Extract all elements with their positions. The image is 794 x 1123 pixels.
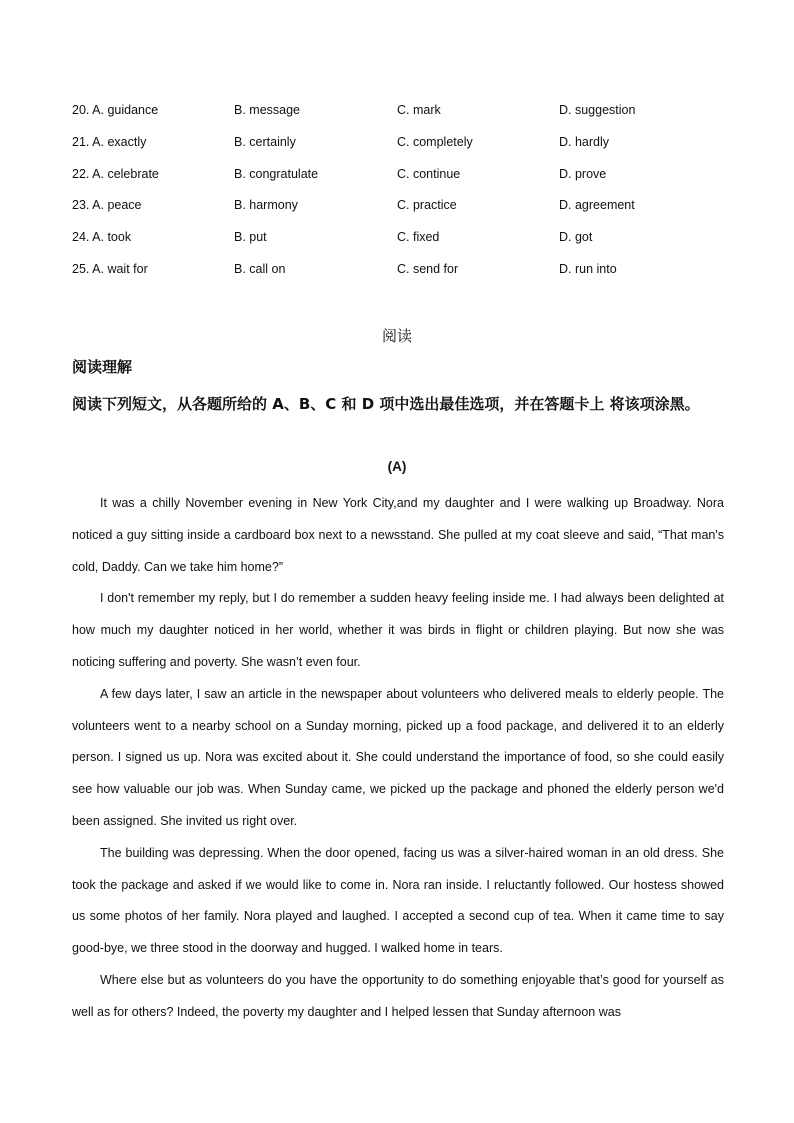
passage-paragraph: It was a chilly November evening in New York City,and my daughter and I were walking up Broadway. Nora noticed a guy sitting inside a cardboard box next to a newsstand. She pulled at my coat sleeve and said, “That man's cold, Daddy. Can we take him home?” xyxy=(72,496,724,574)
answer-options-list xyxy=(72,100,732,291)
option-d: D. run into xyxy=(559,261,617,276)
option-b: B. call on xyxy=(234,261,286,276)
option-a: 20. A. guidance xyxy=(72,103,159,117)
option-c: C. continue xyxy=(397,166,461,181)
section-title: 阅读 xyxy=(381,327,412,345)
option-c: C. send for xyxy=(397,261,459,276)
option-b: B. message xyxy=(234,103,301,117)
question-option-row xyxy=(72,132,732,164)
option-a: 24. A. took xyxy=(72,230,132,245)
question-option-row xyxy=(72,195,732,227)
option-b: B. put xyxy=(234,230,267,245)
passage-label: (A) xyxy=(387,459,407,474)
passage-paragraph: The building was depressing. When the door opened, facing us was a silver-haired woman in an old dress. She took the package and asked if we would like to come in. Nora ran inside. I reluctantly followed. Our hostess showed us some photos of her family. Nora played and laughed. I accepted a second cup of tea. When it came time to say good-bye, we three stood in the doorway and hugged. I walked home in tears. xyxy=(72,845,724,956)
option-b: B. congratulate xyxy=(234,166,319,181)
passage-paragraph: A few days later, I saw an article in the newspaper about volunteers who delivered meals to elderly people. The volunteers went to a nearby school on a Sunday morning, picked up a food package, and delivered it to an elderly person. I signed us up. Nora was excited about it. She could understand the importance of food, so she could easily see how valuable our job was. When Sunday came, we picked up the package and phoned the elderly person we'd been assigned. She invited us right over. xyxy=(72,686,724,828)
question-option-row xyxy=(72,227,732,259)
option-d: D. suggestion xyxy=(559,103,636,117)
option-c: C. fixed xyxy=(397,230,440,245)
question-option-row xyxy=(72,100,732,132)
sub-title: 阅读理解 xyxy=(72,358,133,376)
option-a: 25. A. wait for xyxy=(72,261,148,276)
reading-passage xyxy=(72,488,724,1029)
question-option-row xyxy=(72,259,732,291)
option-a: 23. A. peace xyxy=(72,198,142,213)
question-option-row xyxy=(72,164,732,196)
option-d: D. hardly xyxy=(559,134,610,149)
passage-paragraph: I don't remember my reply, but I do remember a sudden heavy feeling inside me. I had always been delighted at how much my daughter noticed in her world, whether it was birds in flight or children playing. But now she was noticing suffering and poverty. She wasn’t even four. xyxy=(72,591,724,669)
option-d: D. got xyxy=(559,230,593,245)
option-a: 21. A. exactly xyxy=(72,134,147,149)
passage-paragraph: Where else but as volunteers do you have the opportunity to do something enjoyable that’s good for yourself as well as for others? Indeed, the poverty my daughter and I helped lessen that Sunday afternoon was xyxy=(72,972,724,1019)
option-d: D. prove xyxy=(559,166,607,181)
option-a: 22. A. celebrate xyxy=(72,166,159,181)
option-b: B. harmony xyxy=(234,198,298,213)
option-b: B. certainly xyxy=(234,134,296,149)
option-d: D. agreement xyxy=(559,198,635,213)
instruction-text: 阅读下列短文，从各题所给的 A、B、C 和 D 项中选出最佳选项，并在答题卡上 将该项涂黑。 xyxy=(72,395,700,413)
option-c: C. mark xyxy=(397,103,441,117)
option-c: C. practice xyxy=(397,198,457,213)
option-c: C. completely xyxy=(397,134,473,149)
